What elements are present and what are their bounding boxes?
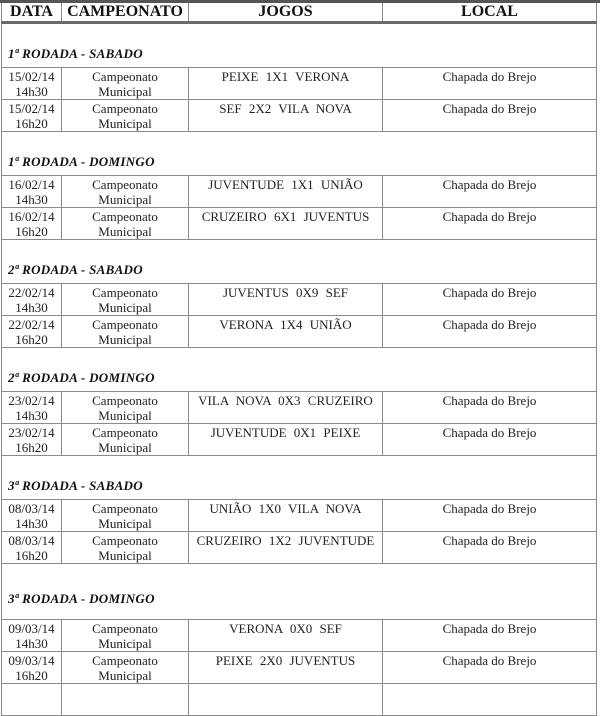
jogo-cell: JUVENTUS 0X9 SEF — [189, 284, 383, 316]
time: 14h30 — [15, 192, 48, 207]
time: 16h20 — [15, 116, 48, 131]
section-title: 1ª RODADA - DOMINGO — [2, 132, 597, 176]
header-row — [2, 3, 597, 23]
time: 16h20 — [15, 440, 48, 455]
campeonato-line1: Campeonato — [92, 501, 158, 516]
campeonato-line1: Campeonato — [92, 533, 158, 548]
campeonato-line2: Municipal — [98, 668, 152, 683]
campeonato-line2: Municipal — [98, 516, 152, 531]
campeonato-line1: Campeonato — [92, 621, 158, 636]
campeonato-cell — [62, 532, 189, 564]
header-local: LOCAL — [383, 3, 597, 23]
time: 16h20 — [15, 668, 48, 683]
empty-cell — [189, 684, 383, 716]
table-row — [2, 176, 597, 208]
campeonato-cell — [62, 500, 189, 532]
date: 16/02/14 — [8, 209, 55, 224]
table-row — [2, 316, 597, 348]
campeonato-line1: Campeonato — [92, 101, 158, 116]
section-title: 3ª RODADA - DOMINGO — [2, 564, 597, 620]
campeonato-line1: Campeonato — [92, 209, 158, 224]
date-cell — [2, 284, 62, 316]
table-row — [2, 284, 597, 316]
date-cell — [2, 68, 62, 100]
local-cell: Chapada do Brejo — [383, 500, 597, 532]
table-row — [2, 68, 597, 100]
campeonato-line2: Municipal — [98, 192, 152, 207]
empty-cell — [2, 684, 62, 716]
header-jogos: JOGOS — [189, 3, 383, 23]
campeonato-cell — [62, 208, 189, 240]
table-row — [2, 392, 597, 424]
date-cell — [2, 392, 62, 424]
date: 09/03/14 — [8, 653, 55, 668]
date: 22/02/14 — [8, 317, 55, 332]
campeonato-line2: Municipal — [98, 408, 152, 423]
local-cell: Chapada do Brejo — [383, 208, 597, 240]
local-cell: Chapada do Brejo — [383, 532, 597, 564]
date: 15/02/14 — [8, 69, 55, 84]
campeonato-cell — [62, 284, 189, 316]
date-cell — [2, 424, 62, 456]
jogo-cell: PEIXE 2X0 JUVENTUS — [189, 652, 383, 684]
jogo-cell: CRUZEIRO 6X1 JUVENTUS — [189, 208, 383, 240]
local-cell: Chapada do Brejo — [383, 424, 597, 456]
table-row-partial — [2, 684, 597, 716]
date-cell — [2, 500, 62, 532]
campeonato-cell — [62, 392, 189, 424]
local-cell: Chapada do Brejo — [383, 316, 597, 348]
time: 14h30 — [15, 636, 48, 651]
date: 22/02/14 — [8, 285, 55, 300]
time: 16h20 — [15, 224, 48, 239]
date: 09/03/14 — [8, 621, 55, 636]
campeonato-line2: Municipal — [98, 548, 152, 563]
date-cell — [2, 176, 62, 208]
date: 23/02/14 — [8, 393, 55, 408]
schedule-table — [1, 3, 597, 716]
date: 08/03/14 — [8, 501, 55, 516]
campeonato-line2: Municipal — [98, 636, 152, 651]
time: 16h20 — [15, 332, 48, 347]
table-row — [2, 620, 597, 652]
campeonato-line2: Municipal — [98, 440, 152, 455]
section-title: 3ª RODADA - SABADO — [2, 456, 597, 500]
jogo-cell: VERONA 0X0 SEF — [189, 620, 383, 652]
campeonato-line1: Campeonato — [92, 285, 158, 300]
campeonato-line2: Municipal — [98, 332, 152, 347]
campeonato-line2: Municipal — [98, 84, 152, 99]
campeonato-cell — [62, 424, 189, 456]
jogo-cell: PEIXE 1X1 VERONA — [189, 68, 383, 100]
section-row — [2, 564, 597, 620]
jogo-cell: VILA NOVA 0X3 CRUZEIRO — [189, 392, 383, 424]
campeonato-cell — [62, 100, 189, 132]
campeonato-line1: Campeonato — [92, 177, 158, 192]
section-title: 2ª RODADA - SABADO — [2, 240, 597, 284]
campeonato-cell — [62, 176, 189, 208]
date-cell — [2, 208, 62, 240]
time: 14h30 — [15, 516, 48, 531]
date: 08/03/14 — [8, 533, 55, 548]
section-row — [2, 132, 597, 176]
section-row — [2, 240, 597, 284]
local-cell: Chapada do Brejo — [383, 68, 597, 100]
jogo-cell: UNIÃO 1X0 VILA NOVA — [189, 500, 383, 532]
table-row — [2, 500, 597, 532]
campeonato-cell — [62, 620, 189, 652]
local-cell: Chapada do Brejo — [383, 392, 597, 424]
header-data: DATA — [2, 3, 62, 23]
section-row — [2, 23, 597, 68]
campeonato-line1: Campeonato — [92, 317, 158, 332]
date: 15/02/14 — [8, 101, 55, 116]
date-cell — [2, 652, 62, 684]
local-cell: Chapada do Brejo — [383, 284, 597, 316]
date-cell — [2, 316, 62, 348]
jogo-cell: SEF 2X2 VILA NOVA — [189, 100, 383, 132]
campeonato-line1: Campeonato — [92, 653, 158, 668]
local-cell: Chapada do Brejo — [383, 620, 597, 652]
section-title: 2ª RODADA - DOMINGO — [2, 348, 597, 392]
jogo-cell: CRUZEIRO 1X2 JUVENTUDE — [189, 532, 383, 564]
jogo-cell: JUVENTUDE 0X1 PEIXE — [189, 424, 383, 456]
section-title: 1ª RODADA - SABADO — [2, 23, 597, 68]
time: 14h30 — [15, 300, 48, 315]
table-row — [2, 208, 597, 240]
section-row — [2, 456, 597, 500]
header-campeonato: CAMPEONATO — [62, 3, 189, 23]
table-row — [2, 424, 597, 456]
time: 14h30 — [15, 408, 48, 423]
campeonato-cell — [62, 316, 189, 348]
empty-cell — [62, 684, 189, 716]
jogo-cell: JUVENTUDE 1X1 UNIÃO — [189, 176, 383, 208]
campeonato-cell — [62, 68, 189, 100]
time: 14h30 — [15, 84, 48, 99]
table-row — [2, 100, 597, 132]
table-row — [2, 532, 597, 564]
jogo-cell: VERONA 1X4 UNIÃO — [189, 316, 383, 348]
local-cell: Chapada do Brejo — [383, 652, 597, 684]
date-cell — [2, 620, 62, 652]
local-cell: Chapada do Brejo — [383, 176, 597, 208]
campeonato-line2: Municipal — [98, 224, 152, 239]
campeonato-line2: Municipal — [98, 116, 152, 131]
table-row — [2, 652, 597, 684]
date: 16/02/14 — [8, 177, 55, 192]
campeonato-line1: Campeonato — [92, 69, 158, 84]
local-cell: Chapada do Brejo — [383, 100, 597, 132]
campeonato-line1: Campeonato — [92, 393, 158, 408]
campeonato-cell — [62, 652, 189, 684]
date-cell — [2, 100, 62, 132]
empty-cell — [383, 684, 597, 716]
date: 23/02/14 — [8, 425, 55, 440]
section-row — [2, 348, 597, 392]
date-cell — [2, 532, 62, 564]
campeonato-line2: Municipal — [98, 300, 152, 315]
time: 16h20 — [15, 548, 48, 563]
campeonato-line1: Campeonato — [92, 425, 158, 440]
